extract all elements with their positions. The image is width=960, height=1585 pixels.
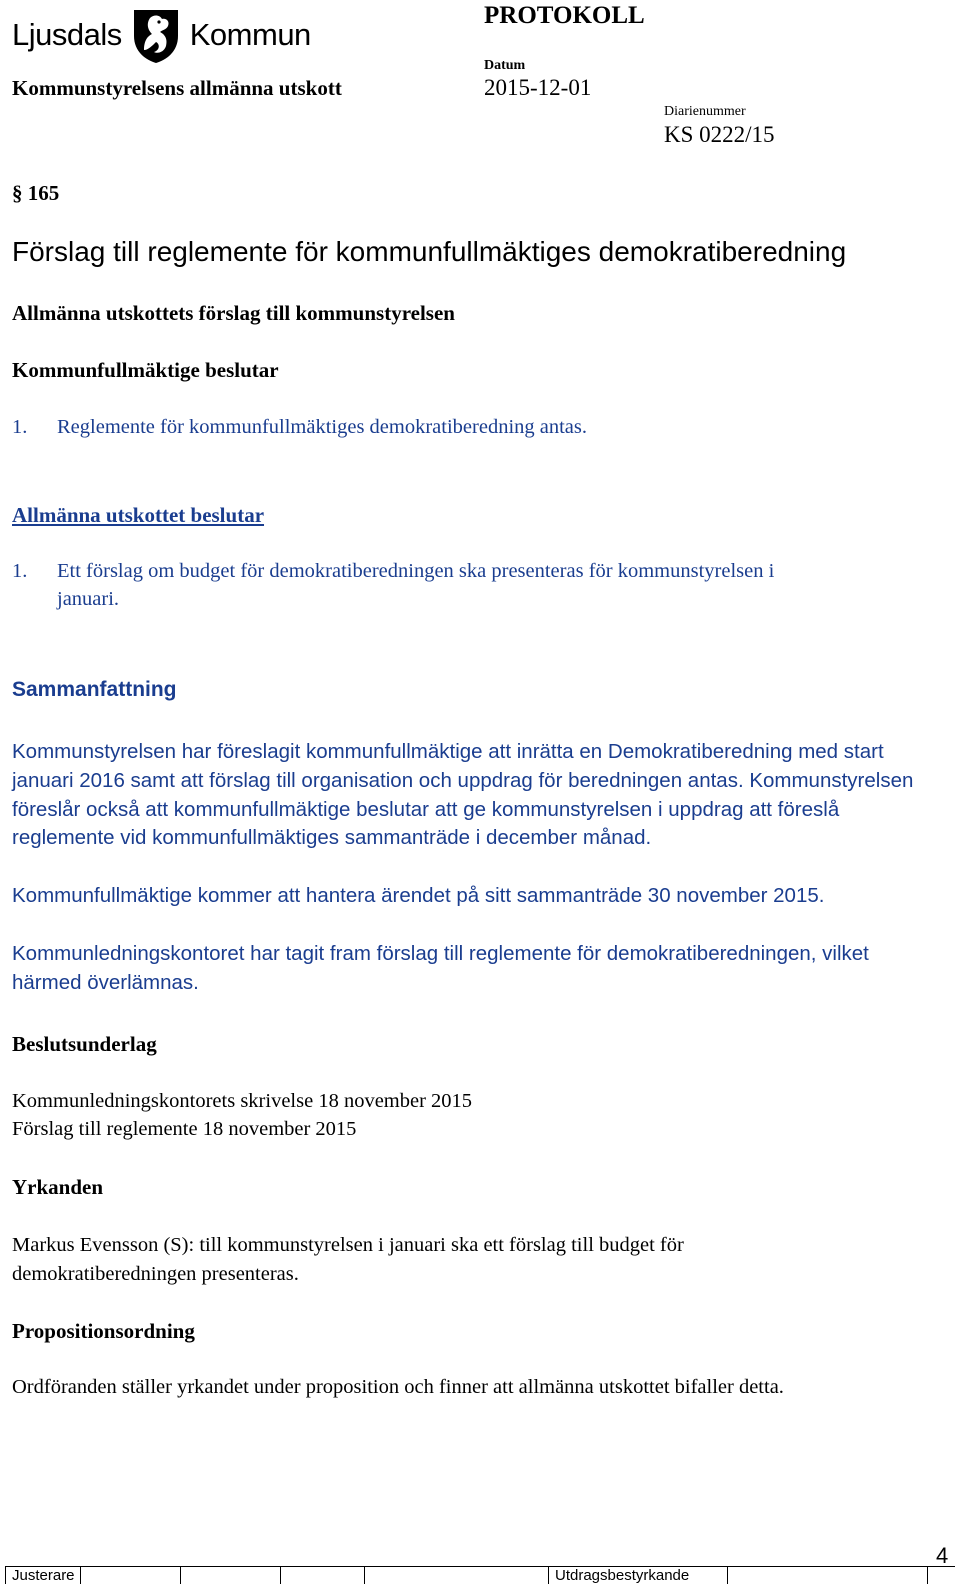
list-number: 1. — [12, 416, 28, 438]
utdragsbestyrkande-box — [728, 1567, 928, 1584]
logo-text-right: Kommun — [189, 17, 311, 52]
list-number: 1. — [12, 560, 28, 582]
beslutsunderlag-line2: Förslag till reglemente 18 november 2015 — [12, 1118, 357, 1140]
page-title: Förslag till reglemente för kommunfullmäktiges demokratiberedning — [12, 236, 847, 267]
yrkanden-text: Markus Evensson (S): till kommunstyrelsen i januari ska ett förslag till budget för demokratiberedningen presenteras. — [12, 1234, 684, 1285]
justerare-box-2 — [181, 1567, 281, 1584]
propositionsordning-text: Ordföranden ställer yrkandet under proposition och finner att allmänna utskottet bifaller detta. — [12, 1376, 784, 1398]
sammanfattning-p3: Kommunledningskontoret har tagit fram förslag till reglemente för demokratiberedningen, vilket härmed överlämnas. — [12, 942, 869, 994]
document-type: PROTOKOLL — [484, 2, 645, 29]
justerare-box-1 — [81, 1567, 181, 1584]
beslutsunderlag-line1: Kommunledningskontorets skrivelse 18 november 2015 — [12, 1090, 473, 1112]
heading-sammanfattning: Sammanfattning — [12, 678, 177, 701]
heading-forslag: Allmänna utskottets förslag till kommunstyrelsen — [12, 301, 455, 325]
page-number: 4 — [936, 1543, 949, 1568]
signature-footer — [5, 1566, 955, 1584]
sammanfattning-p1: Kommunstyrelsen har föreslagit kommunfullmäktige att inrätta en Demokratiberedning med start januari 2016 samt att förslag till organisation och uppdrag för beredningen antas. Kommunstyrelsen föreslår också att kommunfullmäktige beslutar att ge kommunstyrelsen i uppdrag att föreslå reglemente vid kommunfullmäktiges sammanträde i december månad. — [12, 740, 914, 850]
heading-propositionsordning: Propositionsordning — [12, 1319, 195, 1343]
sammanfattning-p2: Kommunfullmäktige kommer att hantera ärendet på sitt sammanträde 30 november 2015. — [12, 884, 825, 907]
datum-label: Datum — [484, 58, 526, 73]
organ-name: Kommunstyrelsens allmänna utskott — [12, 76, 342, 100]
heading-au-beslutar: Allmänna utskottet beslutar — [12, 503, 265, 527]
heading-beslutsunderlag: Beslutsunderlag — [12, 1032, 157, 1056]
lion-crest-icon — [130, 6, 182, 64]
list-text-line2: januari. — [57, 588, 120, 610]
justerare-label: Justerare — [5, 1567, 81, 1584]
logo-text-left: Ljusdals — [12, 17, 122, 52]
justerare-box-3 — [281, 1567, 365, 1584]
municipality-logo — [12, 4, 311, 66]
list-text: Reglemente för kommunfullmäktiges demokratiberedning antas. — [57, 416, 588, 438]
diarienummer-label: Diarienummer — [664, 104, 746, 119]
heading-yrkanden: Yrkanden — [12, 1175, 104, 1199]
paragraph-number: § 165 — [12, 181, 60, 205]
list-text-line1: Ett förslag om budget för demokratiberedningen ska presenteras för kommunstyrelsen i — [57, 560, 775, 582]
datum-value: 2015-12-01 — [484, 75, 592, 100]
diarienummer-value: KS 0222/15 — [664, 122, 775, 147]
utdragsbestyrkande-label: Utdragsbestyrkande — [548, 1567, 728, 1584]
heading-kf-beslutar: Kommunfullmäktige beslutar — [12, 358, 279, 382]
